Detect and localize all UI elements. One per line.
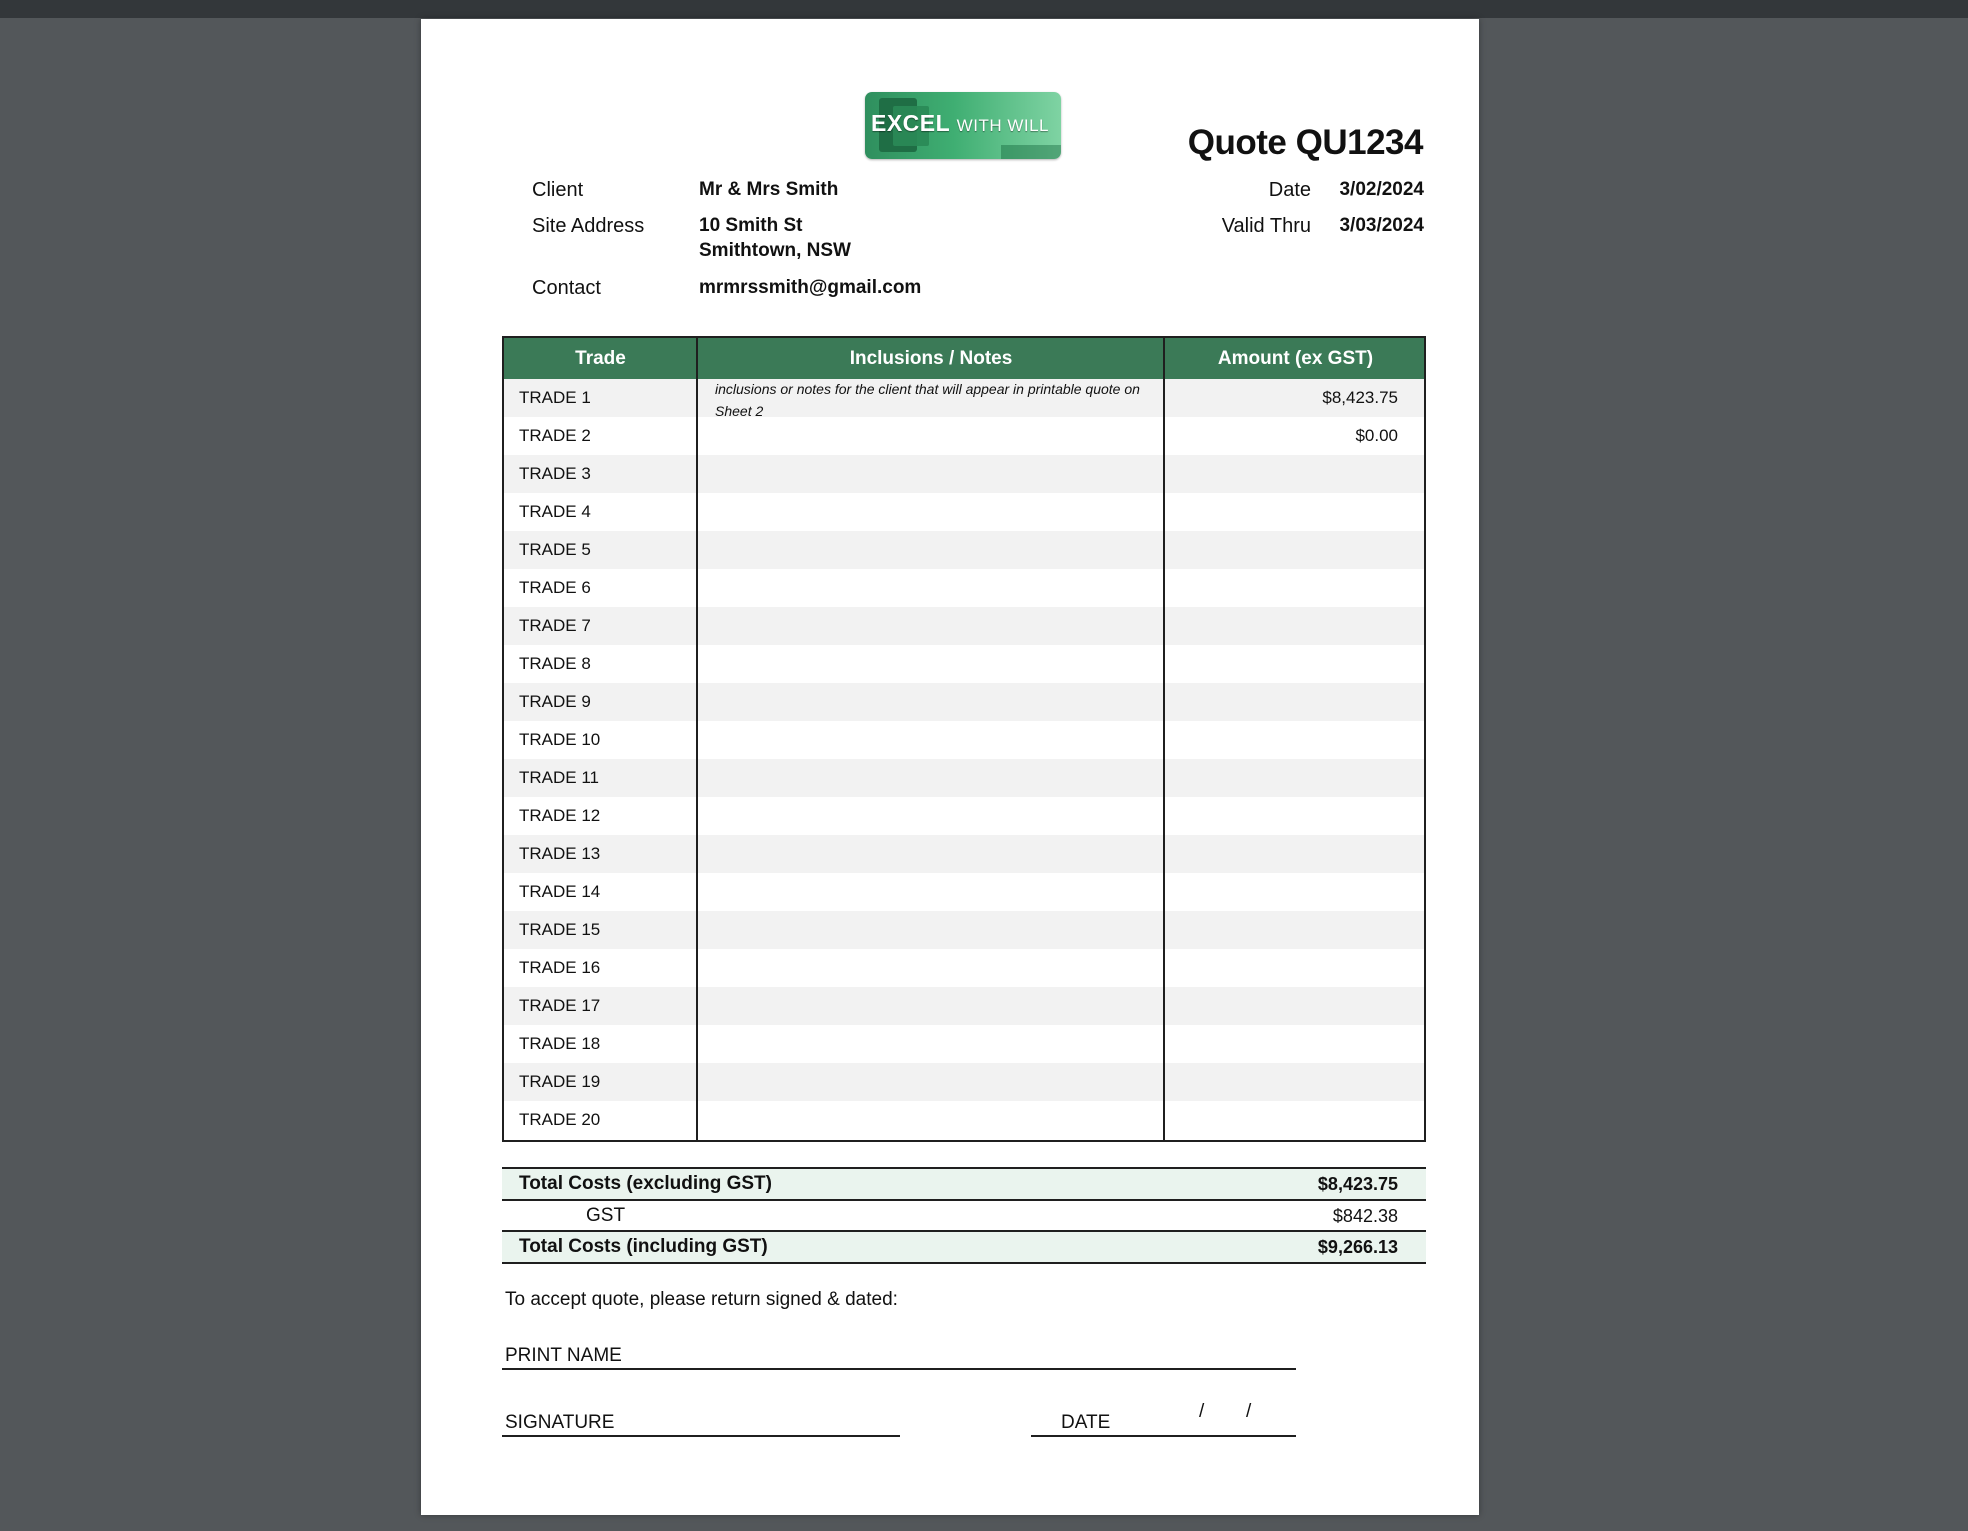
trade-cell: TRADE 14	[519, 882, 601, 901]
table-row	[504, 797, 1424, 835]
table-row	[504, 949, 1424, 987]
table-row	[504, 721, 1424, 759]
table-row	[504, 417, 1424, 455]
trade-cell: TRADE 6	[519, 578, 591, 597]
totals-divider	[502, 1167, 1426, 1169]
date-line	[1031, 1435, 1296, 1437]
site-address-line2: Smithtown, NSW	[699, 240, 851, 261]
excel-with-will-logo: EXCEL WITH WILL	[865, 92, 1061, 159]
table-row	[504, 569, 1424, 607]
table-header	[504, 338, 1424, 379]
table-row	[504, 835, 1424, 873]
trade-cell: TRADE 1	[519, 388, 591, 407]
contact-label: Contact	[532, 277, 601, 299]
table-row	[504, 607, 1424, 645]
trade-cell: TRADE 2	[519, 426, 591, 445]
gst-label: GST	[586, 1205, 626, 1226]
client-value: Mr & Mrs Smith	[699, 179, 839, 200]
trade-cell: TRADE 15	[519, 920, 601, 939]
client-label: Client	[532, 179, 584, 201]
date-value: 3/02/2024	[1339, 179, 1424, 200]
date-slash: /	[1246, 1401, 1252, 1422]
table-row	[504, 645, 1424, 683]
amount-cell: $0.00	[1355, 426, 1398, 445]
total-inc-gst-label: Total Costs (including GST)	[519, 1236, 768, 1257]
table-row	[504, 683, 1424, 721]
totals-divider	[502, 1262, 1426, 1264]
date-slash: /	[1199, 1401, 1205, 1422]
trade-cell: TRADE 11	[519, 768, 599, 787]
amount-cell: $8,423.75	[1322, 388, 1398, 407]
trade-cell: TRADE 13	[519, 844, 601, 863]
table-row	[504, 1063, 1424, 1101]
quote-page	[421, 19, 1479, 1515]
header-notes: Inclusions / Notes	[849, 348, 1013, 369]
trade-cell: TRADE 19	[519, 1072, 601, 1091]
total-ex-gst-label: Total Costs (excluding GST)	[519, 1173, 772, 1194]
trade-cell: TRADE 4	[519, 502, 591, 521]
quote-title: Quote QU1234	[1187, 123, 1423, 162]
gst-value: $842.38	[1332, 1206, 1398, 1226]
table-row	[504, 455, 1424, 493]
column-divider	[696, 338, 698, 1140]
header-trade: Trade	[575, 348, 626, 369]
table-row	[504, 911, 1424, 949]
date-label: Date	[1268, 179, 1311, 201]
trade-cell: TRADE 7	[519, 616, 591, 635]
table-row	[504, 493, 1424, 531]
table-row	[504, 1101, 1424, 1139]
viewer-top-bar	[0, 0, 1968, 18]
valid-thru-label: Valid Thru	[1221, 215, 1311, 237]
site-address-label: Site Address	[532, 215, 645, 237]
totals-divider	[502, 1199, 1426, 1201]
total-inc-gst-value: $9,266.13	[1317, 1237, 1398, 1257]
trade-cell: TRADE 18	[519, 1034, 601, 1053]
signature-line	[502, 1435, 900, 1437]
contact-value: mrmrssmith@gmail.com	[699, 277, 922, 298]
trade-cell: TRADE 12	[519, 806, 601, 825]
print-name-line	[502, 1368, 1296, 1370]
notes-cell: inclusions or notes for the client that will appear in printable quote on Sheet 2	[715, 381, 1140, 419]
table-row	[504, 987, 1424, 1025]
total-ex-gst-value: $8,423.75	[1317, 1174, 1398, 1194]
table-row	[504, 379, 1424, 417]
trade-cell: TRADE 9	[519, 692, 591, 711]
column-divider	[1163, 338, 1165, 1140]
valid-thru-value: 3/03/2024	[1339, 215, 1424, 236]
print-name-label: PRINT NAME	[505, 1345, 622, 1366]
trades-table	[502, 336, 1426, 1142]
trade-cell: TRADE 20	[519, 1110, 601, 1129]
header-amount: Amount (ex GST)	[1217, 348, 1374, 369]
trade-cell: TRADE 16	[519, 958, 601, 977]
table-row	[504, 759, 1424, 797]
totals-divider	[502, 1230, 1426, 1232]
table-row	[504, 531, 1424, 569]
table-row	[504, 873, 1424, 911]
site-address-line1: 10 Smith St	[699, 215, 803, 236]
trade-cell: TRADE 8	[519, 654, 591, 673]
acceptance-instruction: To accept quote, please return signed & dated:	[505, 1289, 898, 1310]
trade-cell: TRADE 5	[519, 540, 591, 559]
trade-cell: TRADE 10	[519, 730, 601, 749]
signature-label: SIGNATURE	[505, 1412, 615, 1433]
table-row	[504, 1025, 1424, 1063]
trade-cell: TRADE 17	[519, 996, 601, 1015]
date-sign-label: DATE	[1061, 1412, 1111, 1433]
trade-cell: TRADE 3	[519, 464, 591, 483]
